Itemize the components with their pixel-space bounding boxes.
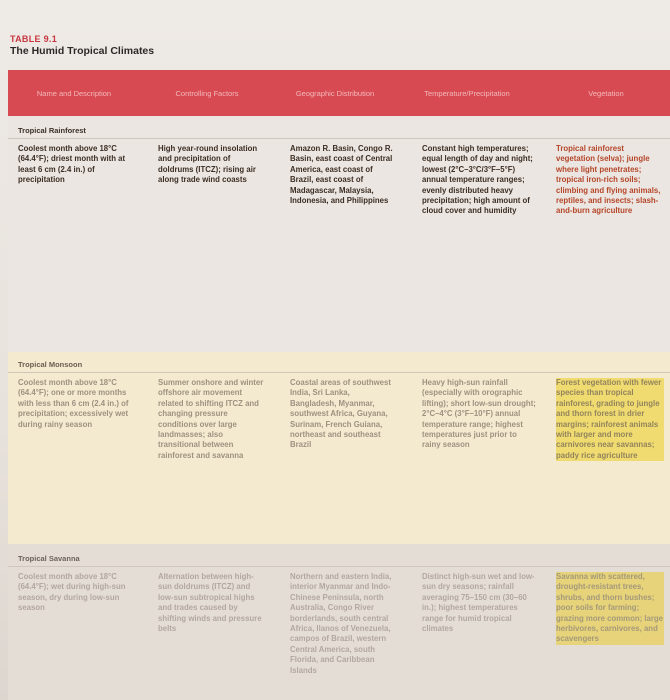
cell-description: Coolest month above 18°C (64.4°F); wet during high-sun season, dry during low-sun season xyxy=(18,572,126,613)
section-divider xyxy=(8,138,670,139)
header-name-description: Name and Description xyxy=(36,88,112,98)
cell-factors: Alternation between high-sun doldrums (ITCZ) and low-sun subtropical highs and trades caused by shifting winds and pressure belts xyxy=(158,572,262,634)
row-tropical-rainforest xyxy=(8,116,670,352)
table-header xyxy=(8,70,670,116)
cell-vegetation: Forest vegetation with fewer species than tropical rainforest, grading to jungle and thorn forest in drier margins; rainforest animals with larger and more carnivores near savannas; paddy rice agriculture xyxy=(556,378,664,461)
table-caption xyxy=(10,34,154,57)
header-controlling-factors: Controlling Factors xyxy=(175,88,239,98)
row-tropical-monsoon xyxy=(8,352,670,544)
header-temperature-precipitation: Temperature/Precipitation xyxy=(424,88,510,98)
cell-climate: Heavy high-sun rainfall (especially with orographic lifting); short low-sun drought; 2°C–4°C (3°F–10°F) annual temperature range; highest temperatures just prior to rainy season xyxy=(422,378,536,450)
section-divider xyxy=(8,372,670,373)
cell-factors: Summer onshore and winter offshore air movement related to shifting ITCZ and changing pressure conditions over large landmasses; also transitional between rainforest and savanna xyxy=(158,378,264,460)
header-vegetation: Vegetation xyxy=(588,88,624,98)
cell-vegetation: Tropical rainforest vegetation (selva); jungle where light penetrates; tropical iron-rich soils; climbing and flying animals, reptiles, and insects; slash-and-burn agriculture xyxy=(556,144,661,216)
cell-distribution: Amazon R. Basin, Congo R. Basin, east coast of Central America, east coast of Brazil, east coast of Madagascar, Malaysia, Indonesia, and Philippines xyxy=(290,144,393,206)
section-label: Tropical Savanna xyxy=(18,554,80,563)
section-divider xyxy=(8,566,670,567)
cell-climate: Constant high temperatures; equal length of day and night; lowest (2°C–3°C/3°F–5°F) annual temperature ranges; evenly distributed heavy precipitation; high amount of cloud cover and humidity xyxy=(422,144,533,216)
cell-distribution: Northern and eastern India, interior Myanmar and Indo-Chinese Peninsula, north Australia, Congo River borderlands, south central Africa, llanos of Venezuela, campos of Brazil, western Central America, south Florida, and Caribbean Islands xyxy=(290,572,392,675)
cell-vegetation: Savanna with scattered, drought-resistant trees, shrubs, and thorn bushes; poor soils for farming; grazing more common; large herbivores, carnivores, and scavengers xyxy=(556,572,664,644)
table-title: The Humid Tropical Climates xyxy=(10,45,155,57)
cell-factors: High year-round insolation and precipitation of doldrums (ITCZ); rising air along trade wind coasts xyxy=(158,144,258,185)
cell-distribution: Coastal areas of southwest India, Sri Lanka, Bangladesh, Myanmar, southwest Africa, Guyana, Surinam, French Guiana, northeast and southeast Brazil xyxy=(290,378,391,450)
cell-description: Coolest month above 18°C (64.4°F); driest month with at least 6 cm (2.4 in.) of precipitation xyxy=(18,144,126,185)
table-number: TABLE 9.1 xyxy=(10,34,58,44)
section-label: Tropical Monsoon xyxy=(18,360,83,369)
section-label: Tropical Rainforest xyxy=(18,126,86,135)
cell-description: Coolest month above 18°C (64.4°F); one or more months with less than 6 cm (2.4 in.) of precipitation; excessively wet during rainy season xyxy=(18,378,129,429)
header-geographic-distribution: Geographic Distribution xyxy=(295,88,375,98)
climate-table xyxy=(8,70,670,700)
row-tropical-savanna xyxy=(8,544,670,700)
cell-climate: Distinct high-sun wet and low-sun dry seasons; rainfall averaging 75–150 cm (30–60 in.); highest temperatures range for humid tropical climates xyxy=(422,572,535,634)
